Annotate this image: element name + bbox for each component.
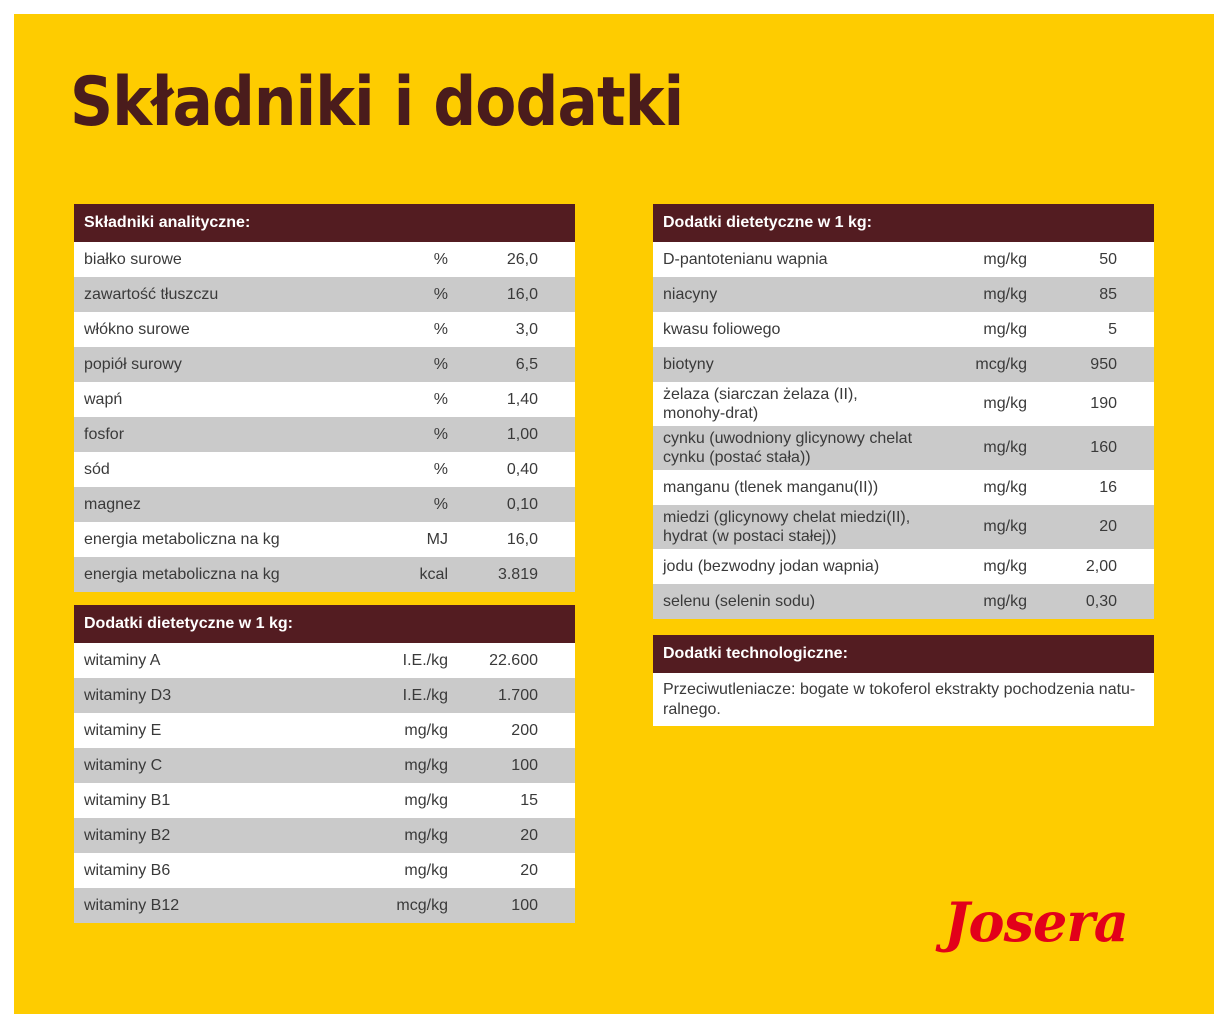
row-unit: mg/kg xyxy=(983,320,1027,338)
row-unit: I.E./kg xyxy=(402,686,448,704)
technological-note: Przeciwutleniacze: bogate w tokoferol ekstrakty pochodzenia natu-ralnego. xyxy=(653,673,1154,726)
row-name: magnez xyxy=(84,496,141,513)
row-name: witaminy A xyxy=(84,652,161,669)
row-value: 3.819 xyxy=(497,565,538,583)
row-value: 100 xyxy=(511,896,538,914)
row-value: 20 xyxy=(520,861,538,879)
josera-logo: Josera xyxy=(944,890,1128,954)
analytical-table-header: Składniki analityczne: xyxy=(74,204,575,242)
row-value: 16 xyxy=(1099,478,1117,496)
row-name: włókno surowe xyxy=(84,321,190,338)
row-value: 2,00 xyxy=(1085,557,1117,575)
row-unit: mg/kg xyxy=(983,592,1027,610)
table-row xyxy=(74,382,575,417)
row-name: żelaza (siarczan żelaza (II), monohy-drat) xyxy=(663,386,858,422)
row-unit: % xyxy=(433,285,448,303)
row-name: energia metaboliczna na kg xyxy=(84,531,280,548)
row-value: 20 xyxy=(1099,518,1117,535)
table-row xyxy=(653,242,1154,277)
row-unit: mg/kg xyxy=(404,826,448,844)
row-unit: % xyxy=(433,495,448,513)
row-unit: mg/kg xyxy=(983,478,1027,496)
row-value: 16,0 xyxy=(506,530,538,548)
row-name: selenu (selenin sodu) xyxy=(663,593,816,610)
row-unit: % xyxy=(433,460,448,478)
row-name: niacyny xyxy=(663,286,718,303)
page-title: Składniki i dodatki xyxy=(70,63,684,142)
row-value: 0,10 xyxy=(506,495,538,513)
row-unit: mcg/kg xyxy=(396,896,448,914)
table-row xyxy=(74,713,575,748)
table-row xyxy=(74,888,575,923)
row-value: 85 xyxy=(1099,285,1117,303)
row-value: 6,5 xyxy=(515,355,538,373)
table-row xyxy=(653,347,1154,382)
row-value: 160 xyxy=(1090,439,1117,456)
row-value: 950 xyxy=(1090,355,1117,373)
table-row xyxy=(653,426,1154,470)
row-name: zawartość tłuszczu xyxy=(84,286,219,303)
row-unit: mg/kg xyxy=(983,439,1027,456)
table-row xyxy=(74,242,575,277)
table-row xyxy=(74,678,575,713)
table-row xyxy=(74,748,575,783)
row-value: 50 xyxy=(1099,250,1117,268)
row-value: 15 xyxy=(520,791,538,809)
row-name: witaminy B6 xyxy=(84,862,171,879)
row-value: 16,0 xyxy=(506,285,538,303)
row-name: D-pantotenianu wapnia xyxy=(663,251,828,268)
vitamins-table xyxy=(74,605,575,923)
row-name: energia metaboliczna na kg xyxy=(84,566,280,583)
row-name: witaminy B12 xyxy=(84,897,180,914)
row-value: 5 xyxy=(1108,320,1117,338)
table-row xyxy=(653,277,1154,312)
table-row xyxy=(74,557,575,592)
row-name: kwasu foliowego xyxy=(663,321,781,338)
row-unit: % xyxy=(433,425,448,443)
vitamins-table-header: Dodatki dietetyczne w 1 kg: xyxy=(74,605,575,643)
row-unit: I.E./kg xyxy=(402,651,448,669)
row-name: manganu (tlenek manganu(II)) xyxy=(663,479,879,496)
row-value: 100 xyxy=(511,756,538,774)
row-unit: mg/kg xyxy=(404,861,448,879)
analytical-table xyxy=(74,204,575,592)
row-unit: mg/kg xyxy=(983,395,1027,412)
table-row xyxy=(74,643,575,678)
row-value: 26,0 xyxy=(506,250,538,268)
row-unit: % xyxy=(433,320,448,338)
row-name: miedzi (glicynowy chelat miedzi(II), hydrat (w postaci stałej)) xyxy=(663,509,911,545)
row-value: 1,40 xyxy=(506,390,538,408)
table-row xyxy=(653,505,1154,549)
row-name: białko surowe xyxy=(84,251,182,268)
table-row xyxy=(653,549,1154,584)
table-row xyxy=(74,312,575,347)
table-row xyxy=(74,347,575,382)
row-unit: mg/kg xyxy=(983,557,1027,575)
row-unit: kcal xyxy=(419,565,448,583)
row-name: witaminy D3 xyxy=(84,687,172,704)
row-name: sód xyxy=(84,461,110,478)
table-row xyxy=(653,584,1154,619)
row-name: cynku (uwodniony glicynowy chelat cynku (postać stała)) xyxy=(663,430,913,466)
row-value: 0,30 xyxy=(1085,592,1117,610)
row-value: 1,00 xyxy=(506,425,538,443)
row-unit: mg/kg xyxy=(983,250,1027,268)
row-value: 20 xyxy=(520,826,538,844)
table-row xyxy=(74,783,575,818)
table-row xyxy=(653,382,1154,426)
row-name: popiół surowy xyxy=(84,356,182,373)
row-name: wapń xyxy=(84,391,123,408)
row-unit: mg/kg xyxy=(404,721,448,739)
row-value: 3,0 xyxy=(515,320,538,338)
row-value: 200 xyxy=(511,721,538,739)
table-row xyxy=(653,312,1154,347)
row-unit: MJ xyxy=(426,530,448,548)
row-unit: % xyxy=(433,390,448,408)
row-value: 190 xyxy=(1090,395,1117,412)
row-unit: mg/kg xyxy=(983,518,1027,535)
row-name: fosfor xyxy=(84,426,125,443)
row-unit: % xyxy=(433,250,448,268)
row-name: witaminy B2 xyxy=(84,827,171,844)
row-name: witaminy B1 xyxy=(84,792,171,809)
table-row xyxy=(653,470,1154,505)
table-row xyxy=(74,818,575,853)
table-row xyxy=(74,853,575,888)
table-row xyxy=(74,417,575,452)
minerals-table xyxy=(653,204,1154,619)
table-row xyxy=(74,522,575,557)
technological-table xyxy=(653,635,1154,726)
row-value: 0,40 xyxy=(506,460,538,478)
row-unit: % xyxy=(433,355,448,373)
row-unit: mg/kg xyxy=(404,791,448,809)
row-value: 1.700 xyxy=(497,686,538,704)
minerals-table-header: Dodatki dietetyczne w 1 kg: xyxy=(653,204,1154,242)
row-unit: mg/kg xyxy=(983,285,1027,303)
row-name: witaminy E xyxy=(84,722,162,739)
technological-table-header: Dodatki technologiczne: xyxy=(653,635,1154,673)
table-row xyxy=(74,452,575,487)
row-name: jodu (bezwodny jodan wapnia) xyxy=(663,558,880,575)
row-unit: mcg/kg xyxy=(975,355,1027,373)
row-name: witaminy C xyxy=(84,757,163,774)
table-row xyxy=(74,277,575,312)
row-name: biotyny xyxy=(663,356,714,373)
row-unit: mg/kg xyxy=(404,756,448,774)
row-value: 22.600 xyxy=(489,651,538,669)
table-row xyxy=(74,487,575,522)
